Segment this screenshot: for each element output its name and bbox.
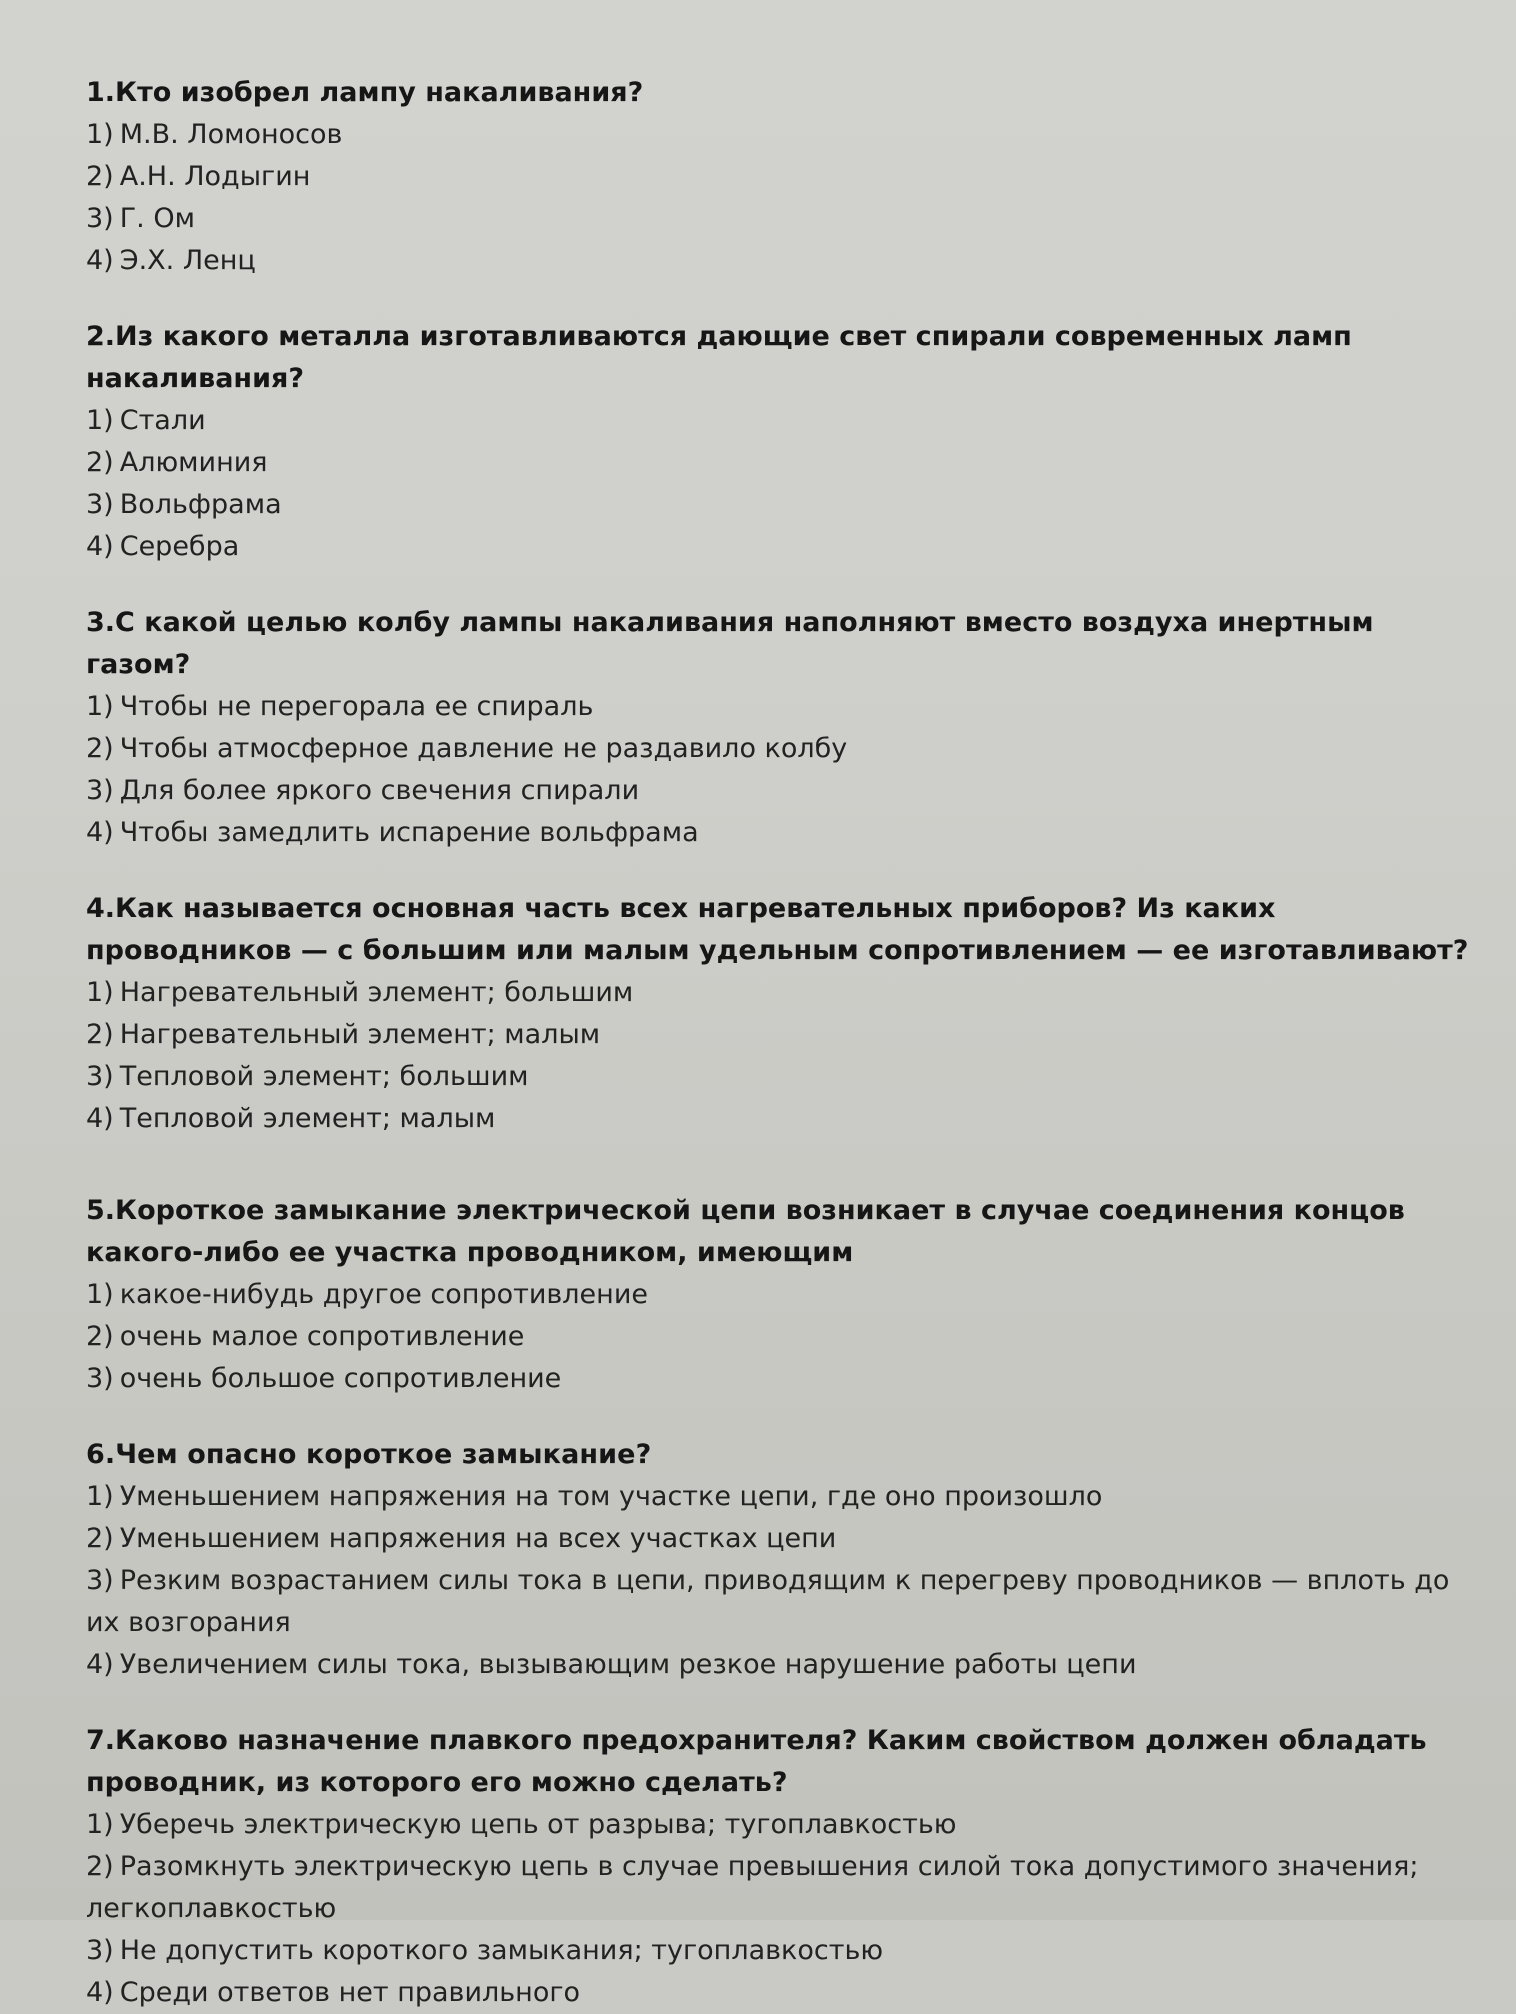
answer-option [86,1098,1476,1140]
question-4 [86,888,1476,1140]
option-number: 2) [86,447,114,478]
question-3 [86,602,1476,854]
option-number: 4) [86,1977,114,2008]
answer-list [86,114,1476,282]
answer-option [86,972,1476,1014]
answer-list [86,1804,1476,2014]
answer-option [86,1274,1476,1316]
answer-option [86,1846,1476,1930]
answer-option [86,1358,1476,1400]
question-title: 1.Кто изобрел лампу накаливания? [86,77,644,108]
option-number: 1) [86,405,114,436]
answer-option [86,114,1476,156]
option-text: Уберечь электрическую цепь от разрыва; тугоплавкостью [119,1809,957,1840]
answer-list [86,1476,1476,1686]
option-number: 2) [86,733,114,764]
option-number: 1) [86,691,114,722]
option-text: Алюминия [119,447,268,478]
option-number: 1) [86,1481,114,1512]
answer-option [86,1316,1476,1358]
answer-option [86,1972,1476,2014]
question-2 [86,316,1476,568]
question-title: 2.Из какого металла изготавливаются дающие свет спирали современных ламп накаливания? [86,321,1352,394]
option-text: Уменьшением напряжения на всех участках цепи [119,1523,837,1554]
answer-option [86,198,1476,240]
answer-option [86,812,1476,854]
option-number: 3) [86,489,114,520]
answer-option [86,1518,1476,1560]
option-text: А.Н. Лодыгин [119,161,311,192]
answer-option [86,1056,1476,1098]
option-number: 4) [86,1649,114,1680]
question-1 [86,72,1476,282]
answer-list [86,686,1476,854]
option-text: М.В. Ломоносов [119,119,343,150]
option-number: 3) [86,1061,114,1092]
option-number: 2) [86,161,114,192]
option-text: Разомкнуть электрическую цепь в случае превышения силой тока допустимого значения; легкоплавкостью [86,1851,1419,1924]
option-number: 4) [86,817,114,848]
option-number: 1) [86,119,114,150]
option-number: 2) [86,1523,114,1554]
answer-option [86,1014,1476,1056]
question-title: 7.Каково назначение плавкого предохранителя? Каким свойством должен обладать проводник, из которого его можно сделать? [86,1725,1427,1798]
option-text: Чтобы атмосферное давление не раздавило колбу [119,733,848,764]
option-text: Среди ответов нет правильного [119,1977,581,2008]
option-text: очень большое сопротивление [119,1363,562,1394]
answer-list [86,972,1476,1140]
answer-option [86,484,1476,526]
option-number: 1) [86,1279,114,1310]
option-number: 4) [86,531,114,562]
option-number: 3) [86,1935,114,1966]
question-5 [86,1190,1476,1400]
answer-option [86,770,1476,812]
option-number: 3) [86,203,114,234]
question-title: 3.С какой целью колбу лампы накаливания наполняют вместо воздуха инертным газом? [86,607,1374,680]
option-number: 3) [86,1565,114,1596]
option-text: Тепловой элемент; большим [119,1061,529,1092]
option-text: Тепловой элемент; малым [119,1103,496,1134]
question-7 [86,1720,1476,2014]
option-text: очень малое сопротивление [119,1321,525,1352]
answer-option [86,240,1476,282]
option-number: 1) [86,977,114,1008]
question-6 [86,1434,1476,1686]
option-text: Нагревательный элемент; большим [119,977,634,1008]
answer-option [86,400,1476,442]
answer-list [86,400,1476,568]
option-text: Не допустить короткого замыкания; тугоплавкостью [119,1935,884,1966]
option-number: 1) [86,1809,114,1840]
option-text: Э.Х. Ленц [119,245,256,276]
option-text: какое-нибудь другое сопротивление [119,1279,648,1310]
option-text: Чтобы не перегорала ее спираль [119,691,594,722]
option-number: 3) [86,775,114,806]
answer-option [86,156,1476,198]
option-number: 4) [86,245,114,276]
answer-option [86,1930,1476,1972]
option-number: 2) [86,1321,114,1352]
question-title: 4.Как называется основная часть всех нагревательных приборов? Из каких проводников — с большим или малым удельным сопротивлением — ее изготавливают? [86,893,1469,966]
answer-option [86,1804,1476,1846]
option-text: Уменьшением напряжения на том участке цепи, где оно произошло [119,1481,1103,1512]
option-text: Увеличением силы тока, вызывающим резкое нарушение работы цепи [119,1649,1137,1680]
option-number: 2) [86,1019,114,1050]
option-text: Вольфрама [119,489,282,520]
question-title: 5.Короткое замыкание электрической цепи возникает в случае соединения концов какого-либо ее участка проводником, имеющим [86,1195,1405,1268]
option-text: Серебра [119,531,240,562]
answer-option [86,686,1476,728]
answer-option [86,442,1476,484]
option-text: Для более яркого свечения спирали [119,775,640,806]
answer-option [86,1644,1476,1686]
option-number: 4) [86,1103,114,1134]
answer-option [86,1560,1476,1644]
option-text: Резким возрастанием силы тока в цепи, приводящим к перегреву проводников — вплоть до их возгорания [86,1565,1450,1638]
question-title: 6.Чем опасно короткое замыкание? [86,1439,652,1470]
answer-option [86,526,1476,568]
option-text: Стали [119,405,206,436]
option-text: Нагревательный элемент; малым [119,1019,601,1050]
answer-option [86,728,1476,770]
option-text: Чтобы замедлить испарение вольфрама [119,817,699,848]
answer-list [86,1274,1476,1400]
option-number: 3) [86,1363,114,1394]
option-text: Г. Ом [119,203,195,234]
option-number: 2) [86,1851,114,1882]
answer-option [86,1476,1476,1518]
